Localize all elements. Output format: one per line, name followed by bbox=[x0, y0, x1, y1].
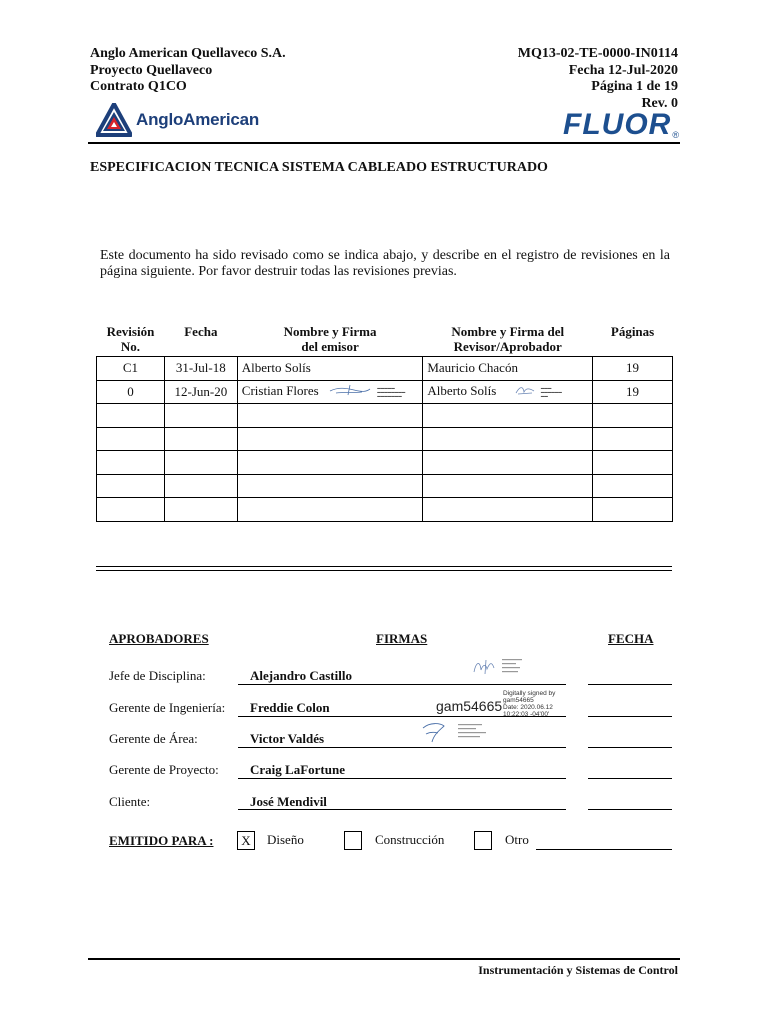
page-number: Página 1 de 19 bbox=[591, 79, 678, 94]
signature-line bbox=[238, 778, 566, 779]
intro-paragraph: Este documento ha sido revisado como se indica abajo, y describe en el registro de revisiones en la página siguiente. Por favor destruir todas las revisiones previas. bbox=[100, 248, 670, 279]
table-row-empty bbox=[97, 474, 673, 498]
signature-line bbox=[238, 747, 566, 748]
fluor-logo bbox=[563, 108, 680, 142]
revisions-header-row bbox=[97, 324, 673, 357]
approver-label-cliente: Cliente: bbox=[109, 794, 151, 809]
registered-mark: ® bbox=[672, 130, 680, 140]
approver-name-cliente: José Mendivil bbox=[250, 794, 327, 809]
table-row bbox=[97, 380, 673, 404]
document-date: Fecha 12-Jul-2020 bbox=[568, 62, 678, 78]
signature-stamp: ▬▬▬▬▬ ▬▬▬▬▬▬▬▬ ▬▬▬▬▬▬▬ bbox=[377, 386, 406, 399]
date-line bbox=[588, 778, 672, 779]
footer-rule bbox=[88, 958, 680, 960]
digital-signature-id: gam54665 bbox=[436, 698, 503, 714]
handwritten-signature-icon bbox=[328, 384, 372, 400]
table-row-empty bbox=[97, 404, 673, 428]
cell-fecha: 31-Jul-18 bbox=[164, 357, 237, 381]
approver-label-gerente-ingenieria: Gerente de Ingeniería: bbox=[109, 700, 226, 715]
anglo-american-wordmark: AngloAmerican bbox=[136, 110, 260, 129]
checkbox-otro[interactable] bbox=[474, 831, 492, 850]
cell-revision: 0 bbox=[97, 380, 165, 404]
document-title: ESPECIFICACION TECNICA SISTEMA CABLEADO ESTRUCTURADO bbox=[90, 160, 548, 175]
date-line bbox=[588, 809, 672, 810]
approver-label-gerente-area: Gerente de Área: bbox=[109, 731, 198, 746]
fluor-wordmark: FLUOR bbox=[563, 108, 672, 141]
option-label-otro: Otro bbox=[505, 832, 529, 847]
approver-label-gerente-proyecto: Gerente de Proyecto: bbox=[109, 762, 219, 777]
col-header-fecha: Fecha bbox=[184, 324, 218, 339]
signature-stamp: ▬▬▬ ▬▬▬▬▬▬ ▬▬ bbox=[540, 386, 562, 399]
handwritten-signature-icon bbox=[472, 656, 528, 683]
checkbox-diseno[interactable]: X bbox=[237, 831, 255, 850]
table-row-empty bbox=[97, 451, 673, 475]
approver-name-jefe: Alejandro Castillo bbox=[250, 668, 352, 683]
table-row-empty bbox=[97, 427, 673, 451]
approver-name-gerente-proyecto: Craig LaFortune bbox=[250, 762, 345, 777]
company-name: Anglo American Quellaveco S.A. bbox=[90, 46, 286, 61]
document-number: MQ13-02-TE-0000-IN0114 bbox=[517, 46, 678, 61]
handwritten-signature-icon bbox=[514, 384, 536, 400]
handwritten-signature-icon bbox=[420, 720, 506, 751]
approver-name-gerente-area: Victor Valdés bbox=[250, 731, 325, 746]
revisions-table bbox=[96, 324, 673, 522]
cell-paginas: 19 bbox=[593, 380, 673, 404]
date-line bbox=[588, 684, 672, 685]
col-header-revisor: Nombre y Firma del Revisor/Aprobador bbox=[451, 324, 565, 354]
cell-fecha: 12-Jun-20 bbox=[164, 380, 237, 404]
otro-input-line[interactable] bbox=[536, 849, 672, 850]
signature-line bbox=[238, 809, 566, 810]
col-header-revision: Revisión No. bbox=[106, 324, 155, 354]
project-name: Proyecto Quellaveco bbox=[90, 62, 213, 78]
digital-signature-details: Digitally signed by gam54665 Date: 2020.06.12 10:22:03 -04'00' bbox=[503, 690, 556, 718]
checkbox-construccion[interactable] bbox=[344, 831, 362, 850]
header-rule bbox=[88, 142, 680, 144]
signature-line bbox=[238, 684, 566, 685]
document-info bbox=[518, 46, 678, 112]
cell-paginas: 19 bbox=[593, 357, 673, 381]
cell-revisor bbox=[423, 380, 593, 404]
cell-emisor bbox=[237, 380, 423, 404]
col-header-emisor: Nombre y Firma del emisor bbox=[283, 324, 377, 354]
footer-text: Instrumentación y Sistemas de Control bbox=[478, 963, 678, 977]
col-header-paginas: Páginas bbox=[610, 324, 655, 339]
option-label-diseno: Diseño bbox=[267, 832, 304, 847]
revision-number: Rev. 0 bbox=[641, 95, 678, 111]
company-header bbox=[90, 46, 286, 96]
approvers-header: APROBADORES bbox=[109, 631, 209, 646]
emisor-name: Cristian Flores bbox=[241, 383, 319, 399]
anglo-american-emblem-icon bbox=[96, 103, 132, 137]
anglo-american-logo bbox=[96, 103, 259, 137]
approver-name-gerente-ingenieria: Freddie Colon bbox=[250, 700, 330, 715]
contract-name: Contrato Q1CO bbox=[90, 79, 187, 94]
cell-emisor: Alberto Solís bbox=[237, 357, 423, 381]
cell-revisor: Mauricio Chacón bbox=[423, 357, 593, 381]
table-row-empty bbox=[97, 498, 673, 522]
signatures-header: FIRMAS bbox=[376, 631, 428, 646]
date-header: FECHA bbox=[608, 631, 654, 646]
date-line bbox=[588, 747, 672, 748]
emitido-para-label: EMITIDO PARA : bbox=[109, 833, 214, 848]
revisor-name: Alberto Solís bbox=[427, 383, 497, 399]
option-label-construccion: Construcción bbox=[375, 832, 445, 847]
approver-label-jefe: Jefe de Disciplina: bbox=[109, 668, 206, 683]
section-divider bbox=[96, 566, 672, 571]
table-row bbox=[97, 357, 673, 381]
cell-revision: C1 bbox=[97, 357, 165, 381]
date-line bbox=[588, 716, 672, 717]
